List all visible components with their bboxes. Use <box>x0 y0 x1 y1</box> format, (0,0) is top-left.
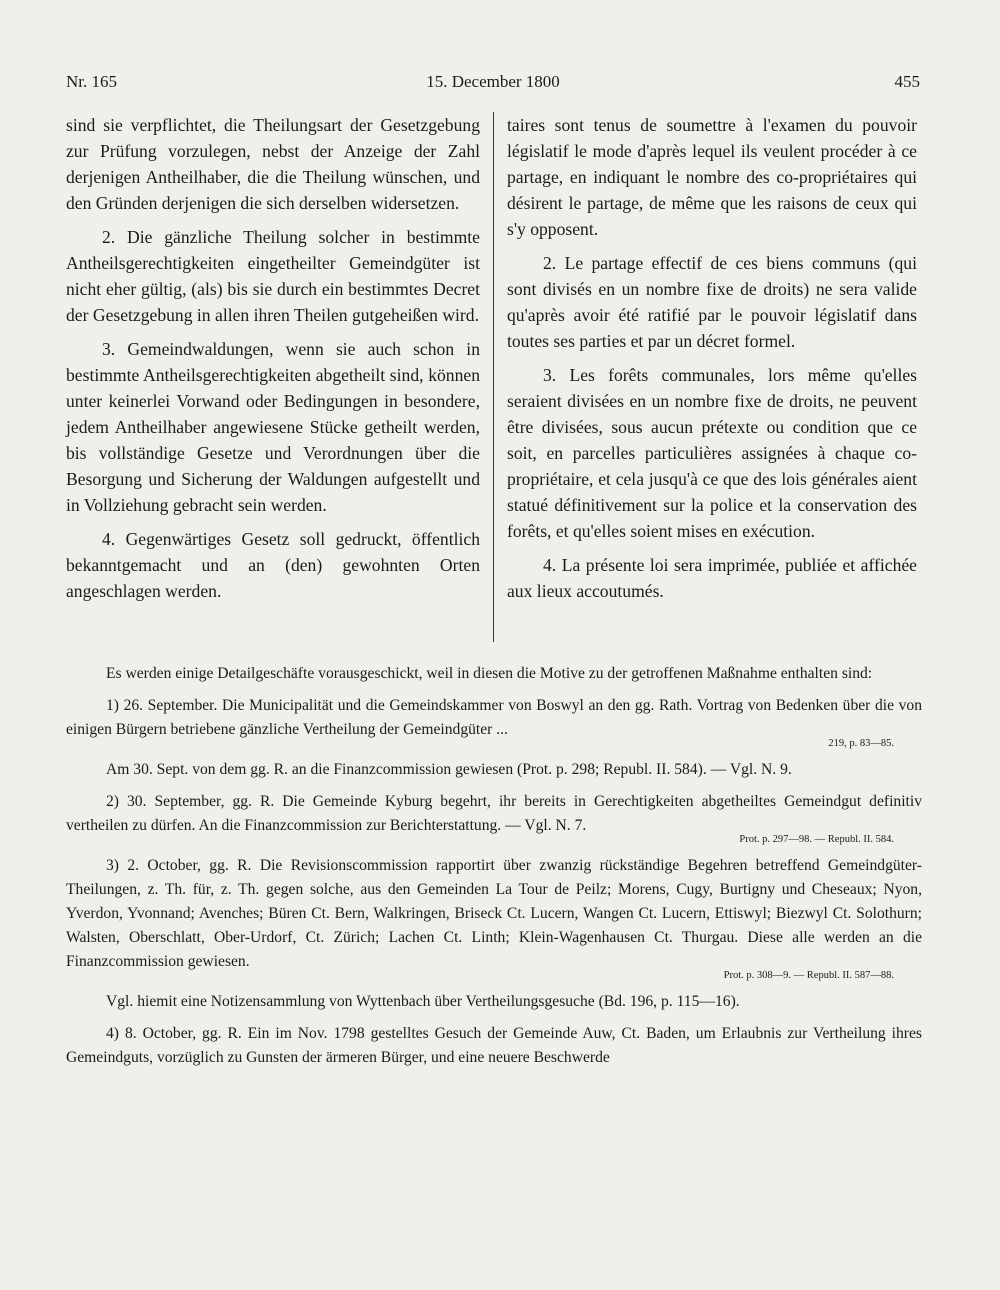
note-item: 4) 8. October, gg. R. Ein im Nov. 1798 gestelltes Gesuch der Gemeinde Auw, Ct. Baden, um Erlaubnis zur Vertheilung ihres Gemeindguts, vorzüglich zu Gunsten der ärmeren Bürger, und eine neuere Beschwerde <box>66 1025 922 1066</box>
page-number: 455 <box>894 72 920 91</box>
notes-intro: Es werden einige Detailgeschäfte vorausgeschickt, weil in diesen die Motive zu der getroffenen Maßnahme enthalten sind: <box>106 665 873 682</box>
document-number: Nr. 165 <box>66 72 117 91</box>
german-column <box>66 112 480 612</box>
note-text: 2) 30. September, gg. R. Die Gemeinde Kyburg begehrt, ihr bereits in Gerechtigkeiten abgetheiltes Gemeindgut definitiv vertheilen zu dürfen. An die Finanzcommission zur Berichterstattung. — Vgl. N. 7. <box>66 793 922 834</box>
column-divider <box>493 112 494 642</box>
german-paragraph: 3. Gemeindwaldungen, wenn sie auch schon in bestimmte Antheilsgerechtigkeiten abgetheilt sind, können unter keinerlei Vorwand oder Bedingungen in besondere, jedem Antheilhaber angewiesene Stücke getheilt werden, bis vollständige Gesetze und Verordnungen über die Besorgung und Sicherung der Waldungen aufgestellt und in Vollziehung gebracht sein werden. <box>66 339 480 515</box>
note-reference: Prot. p. 297—98. — Republ. II. 584. <box>739 834 894 845</box>
note-item <box>66 790 922 846</box>
document-date: 15. December 1800 <box>426 72 560 91</box>
french-column <box>507 112 917 612</box>
note-reference: Prot. p. 308—9. — Republ. II. 587—88. <box>723 970 894 981</box>
french-paragraph: 3. Les forêts communales, lors même qu'elles seraient divisées en un nombre fixe de droits, ne peuvent être divisées, sous aucun prétexte ou condition que ce soit, en parcelles particulières assignées à chaque co-propriétaire, et cela jusqu'à ce que des lois générales aient statué définitivement sur la police et la conservation des forêts, et qu'elles soient mises en exécution. <box>507 365 917 541</box>
note-text: 3) 2. October, gg. R. Die Revisionscommission rapportirt über zwanzig rückständige Begehren betreffend Gemeindgüter-Theilungen, z. Th. für, z. Th. gegen solche, aus den Gemeinden La Tour de Peilz; Morens, Cugy, Burtigny und Cheseaux; Nyon, Yverdon, Yvonnand; Avenches; Büren Ct. Bern, Walkringen, Briseck Ct. Lucern, Wangen Ct. Lucern, Ettiswyl; Biezwyl Ct. Solothurn; Walsten, Oberschlatt, Ober-Urdorf, Ct. Zürich; Lachen Ct. Linth; Klein-Wagenhausen Ct. Thurgau. Diese alle werden an die Finanzcommission gewiesen. <box>66 857 922 970</box>
german-paragraph: 2. Die gänzliche Theilung solcher in bestimmte Antheilsgerechtigkeiten eingetheilter Gemeindgüter ist nicht eher gültig, (als) bis sie durch ein bestimmtes Decret der Gesetzgebung in allen ihren Theilen gutgeheißen wird. <box>66 227 480 325</box>
note-item: Vgl. hiemit eine Notizensammlung von Wyttenbach über Vertheilungsgesuche (Bd. 196, p. 115—16). <box>106 993 740 1010</box>
french-paragraph: taires sont tenus de soumettre à l'examen du pouvoir législatif le mode d'après lequel ils veulent procéder à ce partage, en indiquant le nombre des co-propriétaires qui désirent le partage, de même que les raisons de ceux qui s'y opposent. <box>507 115 917 239</box>
french-paragraph: 2. Le partage effectif de ces biens communs (qui sont divisés en un nombre fixe de droits) ne sera valide qu'après avoir été ratifié par le pouvoir législatif dans toutes ses parties et par un décret formel. <box>507 253 917 351</box>
note-item <box>66 694 922 750</box>
german-paragraph: sind sie verpflichtet, die Theilungsart der Gesetzgebung zur Prüfung vorzulegen, nebst der Anzeige der Zahl derjenigen Antheilhaber, die die Theilung wünschen, und den Gründen derjenigen die sich derselben widersetzen. <box>66 115 480 213</box>
note-item: Am 30. Sept. von dem gg. R. an die Finanzcommission gewiesen (Prot. p. 298; Republ. II. 584). — Vgl. N. 9. <box>106 761 792 778</box>
note-item <box>66 854 922 982</box>
german-paragraph: 4. Gegenwärtiges Gesetz soll gedruckt, öffentlich bekanntgemacht und an (den) gewohnten Orten angeschlagen werden. <box>66 529 480 601</box>
note-reference: 219, p. 83—85. <box>828 738 894 749</box>
french-paragraph: 4. La présente loi sera imprimée, publiée et affichée aux lieux accoutumés. <box>507 555 917 601</box>
note-text: 1) 26. September. Die Municipalität und die Gemeindskammer von Boswyl an den gg. Rath. Vortrag von Bedenken über die von einigen Bürgern betriebene gänzliche Vertheilung der Gemeindgüter ... <box>66 697 922 738</box>
page-header <box>66 72 920 98</box>
notes-section <box>66 662 922 1078</box>
